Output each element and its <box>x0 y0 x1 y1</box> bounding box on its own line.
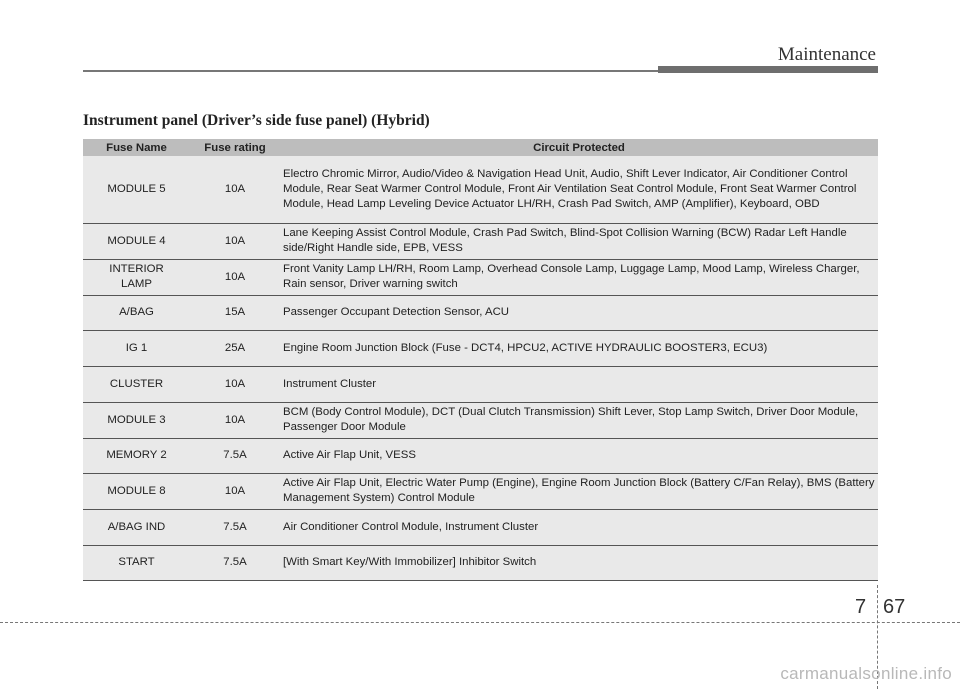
fuse-name-text: INTERIOR LAMP <box>109 263 164 290</box>
fuse-name-cell: A/BAG IND <box>83 509 190 545</box>
page-number: 67 <box>883 596 906 618</box>
circuit-protected-text: Lane Keeping Assist Control Module, Crash Pad Switch, Blind-Spot Collision Warning (BCW) Radar Left Handle side/Right Handle side, EPB, VESS <box>283 227 847 254</box>
header-rule <box>83 70 658 72</box>
circuit-protected-cell <box>280 223 878 259</box>
fuse-rating-cell: 10A <box>190 223 280 259</box>
circuit-protected-cell <box>280 259 878 295</box>
table-row <box>83 156 878 223</box>
circuit-protected-text: Passenger Occupant Detection Sensor, ACU <box>283 306 510 318</box>
table-row <box>83 366 878 402</box>
circuit-protected-text: Active Air Flap Unit, Electric Water Pump (Engine), Engine Room Junction Block (Battery C/Fan Relay), BMS (Battery Management System) Control Module <box>283 477 875 504</box>
column-header-circuit-protected: Circuit Protected <box>280 139 878 156</box>
fuse-rating-cell: 10A <box>190 473 280 509</box>
fuse-rating-cell: 10A <box>190 156 280 223</box>
fuse-name-cell: A/BAG <box>83 295 190 330</box>
fuse-name-cell: MODULE 4 <box>83 223 190 259</box>
fuse-name-cell <box>83 259 190 295</box>
circuit-protected-text: Engine Room Junction Block (Fuse - DCT4, HPCU2, ACTIVE HYDRAULIC BOOSTER3, ECU3) <box>283 341 768 354</box>
column-header-fuse-name: Fuse Name <box>83 139 190 156</box>
circuit-protected-cell <box>280 402 878 438</box>
fuse-rating-cell: 7.5A <box>190 438 280 473</box>
fuse-rating-cell: 25A <box>190 330 280 366</box>
fuse-rating-cell: 10A <box>190 259 280 295</box>
fuse-name-cell: MODULE 5 <box>83 156 190 223</box>
circuit-protected-text: Electro Chromic Mirror, Audio/Video & Navigation Head Unit, Audio, Shift Lever Indicator, Air Conditioner Control Module, Rear Seat Warmer Control Module, Front Air Ventilation Seat Control Module, Front Seat Warmer Control Module, Head Lamp Leveling Device Actuator LH/RH, Crash Pad Switch, AMP (Amplifier), Keyboard, OBD <box>283 167 857 210</box>
circuit-protected-text: Active Air Flap Unit, VESS <box>283 449 416 461</box>
table-row <box>83 402 878 438</box>
table-row <box>83 295 878 330</box>
section-title: Instrument panel (Driver’s side fuse panel) (Hybrid) <box>83 112 430 129</box>
table-row <box>83 259 878 295</box>
circuit-protected-text: [With Smart Key/With Immobilizer] Inhibitor Switch <box>283 556 537 568</box>
circuit-protected-cell <box>280 438 878 473</box>
table-row <box>83 330 878 366</box>
circuit-protected-cell <box>280 473 878 509</box>
fuse-name-cell: IG 1 <box>83 330 190 366</box>
page-chapter-number: 7 <box>855 596 867 618</box>
fuse-rating-cell: 15A <box>190 295 280 330</box>
page-header-title: Maintenance <box>777 44 876 65</box>
fuse-name-cell: MODULE 3 <box>83 402 190 438</box>
circuit-protected-cell <box>280 545 878 580</box>
table-row <box>83 545 878 580</box>
fuse-table <box>83 139 878 581</box>
watermark-text: carmanualsonline.info <box>780 664 952 683</box>
circuit-protected-cell <box>280 330 878 366</box>
fuse-rating-cell: 10A <box>190 402 280 438</box>
fuse-rating-cell: 7.5A <box>190 509 280 545</box>
header-rule-accent <box>658 66 878 73</box>
circuit-protected-text: Front Vanity Lamp LH/RH, Room Lamp, Overhead Console Lamp, Luggage Lamp, Mood Lamp, Wireless Charger, Rain sensor, Driver warning switch <box>283 263 860 290</box>
circuit-protected-text: Air Conditioner Control Module, Instrument Cluster <box>283 520 539 533</box>
table-row <box>83 438 878 473</box>
circuit-protected-cell <box>280 156 878 223</box>
fuse-name-cell: MODULE 8 <box>83 473 190 509</box>
circuit-protected-text: BCM (Body Control Module), DCT (Dual Clutch Transmission) Shift Lever, Stop Lamp Switch, Driver Door Module, Passenger Door Module <box>283 406 859 433</box>
circuit-protected-text: Instrument Cluster <box>283 377 377 390</box>
fuse-rating-cell: 7.5A <box>190 545 280 580</box>
table-header-row <box>83 139 878 156</box>
circuit-protected-cell <box>280 366 878 402</box>
circuit-protected-cell <box>280 509 878 545</box>
column-header-fuse-rating: Fuse rating <box>190 139 280 156</box>
circuit-protected-cell <box>280 295 878 330</box>
fuse-name-cell: MEMORY 2 <box>83 438 190 473</box>
table-row <box>83 223 878 259</box>
fuse-name-cell: CLUSTER <box>83 366 190 402</box>
table-row <box>83 473 878 509</box>
fuse-rating-cell: 10A <box>190 366 280 402</box>
footer-dashed-rule <box>0 622 960 623</box>
fuse-name-cell: START <box>83 545 190 580</box>
table-row <box>83 509 878 545</box>
